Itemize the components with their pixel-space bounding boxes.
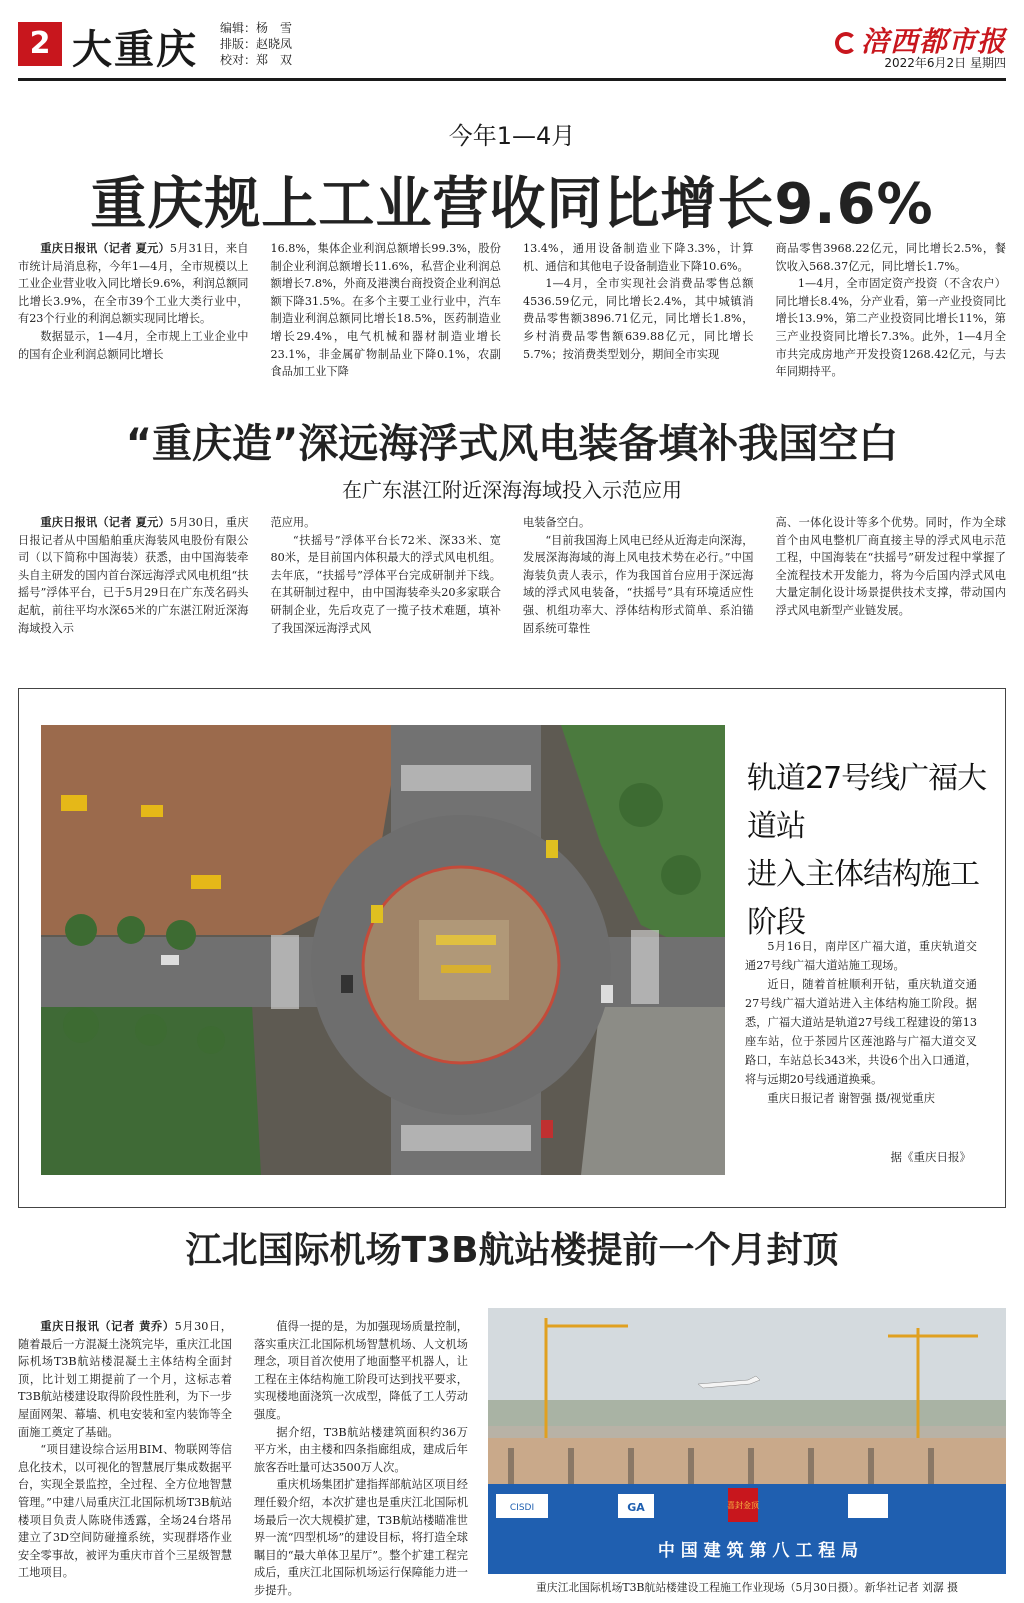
article3-body xyxy=(18,1318,468,1600)
article2-col2: 范应用。 “扶摇号”浮体平台长72米、深33米、宽80米，是目前国内体积最大的浮式风电机组。去年底，“扶摇号”浮体平台完成研制并下线。在其研制过程中，由中国海装牵头20多家联合研制企业，先后攻克了一揽子技术难题，填补了我国深远海浮式风 xyxy=(270,516,501,635)
article2-headline: “重庆造”深远海浮式风电装备填补我国空白 xyxy=(125,421,899,467)
photo-caption: 5月16日，南岸区广福大道，重庆轨道交通27号线广福大道站施工现场。 近日，随着首桩顺利开钻，重庆轨道交通27号线广福大道站进入主体结构施工阶段。据悉，广福大道站是轨道27号线工程建设的第13座车站，位于茶园片区莲池路与广福大道交叉路口，车站总长343米，共设6个出入口通道，将与远期20号线通道换乘。 重庆日报记者 谢智强 摄/视觉重庆 xyxy=(745,937,977,1108)
article1-kicker: 今年1—4月 xyxy=(448,122,576,150)
aerial-construction-photo xyxy=(41,725,725,1175)
aerial-photo-illustration xyxy=(41,725,725,1175)
airport-construction-photo xyxy=(488,1308,1006,1574)
section-title: 大重庆 xyxy=(72,27,198,73)
page-number: 2 xyxy=(18,22,62,66)
masthead-rule xyxy=(18,78,1006,81)
airport-photo-illustration xyxy=(488,1308,1006,1574)
photo-headline-line2: 进入主体结构施工阶段 xyxy=(747,857,979,940)
editor-credits xyxy=(220,20,292,68)
photo-credit: 重庆日报记者 谢智强 摄/视觉重庆 xyxy=(767,1092,935,1105)
article2-subhead: 在广东湛江附近深海海域投入示范应用 xyxy=(342,478,682,502)
article1-body xyxy=(18,240,1006,381)
banner-text: 中 国 建 筑 第 八 工 程 局 xyxy=(657,1541,859,1561)
article2-col4: 高、一体化设计等多个优势。同时，作为全球首个由风电整机厂商直接主导的浮式风电示范工程，中国海装在“扶摇号”研发过程中掌握了全流程技术开发能力，将为今后国内浮式风电大量定制化设计场景提供技术支撑，带动国内浮式风电新型产业链发展。 xyxy=(775,516,1006,617)
proof-line: 校对：郑 双 xyxy=(220,53,293,67)
paper-name: 涪西都市报 xyxy=(860,25,1006,58)
article2-col1: 重庆日报讯（记者 夏元）5月30日，重庆日报记者从中国船舶重庆海装风电股份有限公司（以下简称中国海装）获悉，由中国海装牵头自主研发的国内首台深远海浮式风电机组“扶摇号”浮体平台，已于5月29日在广东茂名码头起航，前往平均水深65米的广东湛江附近深海海域投入示 xyxy=(18,516,249,635)
article1-headline: 重庆规上工业营收同比增长9.6% xyxy=(90,172,934,237)
article1-col4: 商品零售3968.22亿元，同比增长2.5%，餐饮收入568.37亿元，同比增长1.7%。 1—4月，全市固定资产投资（不含农户）同比增长8.4%，分产业看，第一产业投资同比增长13.9%，第二产业投资同比增长11%，第三产业投资同比增长7.3%。此外，1—4月全市共完成房地产开发投资1268.42亿元，与去年同期持平。 xyxy=(775,242,1006,379)
sign-ga: GA xyxy=(627,1501,645,1514)
article2-byline: 重庆日报讯（记者 夏元） xyxy=(40,516,170,529)
airport-photo-caption: 重庆江北国际机场T3B航站楼建设工程施工作业现场（5月30日摄）。新华社记者 刘潺 摄 xyxy=(536,1581,958,1594)
article3-col1: 重庆日报讯（记者 黄乔）5月30日，随着最后一方混凝土浇筑完毕，重庆江北国际机场T3B航站楼混凝土主体结构全面封顶，比计划工期提前了一个月，这标志着T3B航站楼建设取得阶段性胜利，为下一步屋面网架、幕墙、机电安装和室内装饰等全面施工奠定了基础。 “项目建设综合运用BIM、物联网等信息化技术，以可视化的智慧展厅集成数据平台，实现全景监控，全过程、全方位地智慧管理。”中建八局重庆江北国际机场T3B航站楼项目负责人陈晓伟透露，全场24台塔吊建立了3D空间防碰撞系统，实现群塔作业安全零事故，被评为重庆市首个三星级智慧工地项目。 xyxy=(18,1320,232,1580)
issue-date: 2022年6月2日 星期四 xyxy=(884,56,1006,70)
masthead xyxy=(18,14,1006,74)
photo-feature-box xyxy=(18,688,1006,1208)
article1-col3: 13.4%，通用设备制造业下降3.3%，计算机、通信和其他电子设备制造业下降10.6%。 1—4月，全市实现社会消费品零售总额4536.59亿元，同比增长2.4%，其中城镇消费品零售额3896.71亿元，同比增长1.8%，乡村消费品零售额639.88亿元，同比增长5.7%；按消费类型划分，期间全市实现 xyxy=(523,242,754,361)
editor-line: 编辑：杨 雪 xyxy=(220,21,293,35)
photo-source: 据《重庆日报》 xyxy=(890,1150,971,1164)
article3-headline: 江北国际机场T3B航站楼提前一个月封顶 xyxy=(185,1230,839,1271)
layout-line: 排版：赵晓凤 xyxy=(220,37,293,51)
article2-col3: 电装备空白。 “目前我国海上风电已经从近海走向深海，发展深海海域的海上风电技术势在必行。”中国海装负责人表示，作为我国首台应用于深远海域的浮式风电装备，“扶摇号”具有环境适应性强、机组功率大、浮体结构形式简单、系泊锚固系统可靠性 xyxy=(523,516,754,635)
article3-byline: 重庆日报讯（记者 黄乔） xyxy=(40,1320,175,1333)
photo-headline xyxy=(747,755,1005,947)
article1-col1: 重庆日报讯（记者 夏元）5月31日，来自市统计局消息称，今年1—4月，全市规模以上工业企业营业收入同比增长9.6%，利润总额同比增长3.9%，在全市39个工业大类行业中，有23个行业的利润总额实现同比增长。 数据显示，1—4月，全市规上工业企业中的国有企业利润总额同比增长 xyxy=(18,242,249,361)
article3-col2: 值得一提的是，为加强现场质量控制，落实重庆江北国际机场智慧机场、人文机场理念，项目首次使用了地面整平机器人，让工程在主体结构施工阶段可达到找平要求，实现楼地面浇筑一次成型，降低了工人劳动强度。 据介绍，T3B航站楼建筑面积约36万平方米，由主楼和四条指廊组成，建成后年旅客吞吐量可达3500万人次。 重庆机场集团扩建指挥部航站区项目经理任毅介绍，本次扩建也是重庆江北国际机场最后一次大规模扩建，T3B航站楼瞄准世界一流“四型机场”的建设目标，将打造全球瞩目的“最大单体卫星厅”。整个扩建工程完成后，重庆江北国际机场运行保障能力进一步提升。 xyxy=(254,1320,468,1597)
article2-body xyxy=(18,514,1006,637)
article1-byline: 重庆日报讯（记者 夏元） xyxy=(40,242,170,255)
logo-swirl-icon xyxy=(835,32,857,54)
article1-col2: 16.8%，集体企业利润总额增长99.3%，股份制企业利润总额增长11.6%，私营企业利润总额增长7.8%，外商及港澳台商投资企业利润总额下降31.5%。在多个主要工业行业中，汽车制造业利润总额同比增长18.5%，医药制造业增长29.4%，电气机械和器材制造业增长23.1%，非金属矿物制品业下降0.1%，农副食品加工业下降 xyxy=(270,242,501,379)
photo-headline-line1: 轨道27号线广福大道站 xyxy=(747,761,987,844)
sign-cisdi: CISDI xyxy=(509,1503,535,1513)
sign-topping: 喜封金顶 xyxy=(727,1501,759,1510)
